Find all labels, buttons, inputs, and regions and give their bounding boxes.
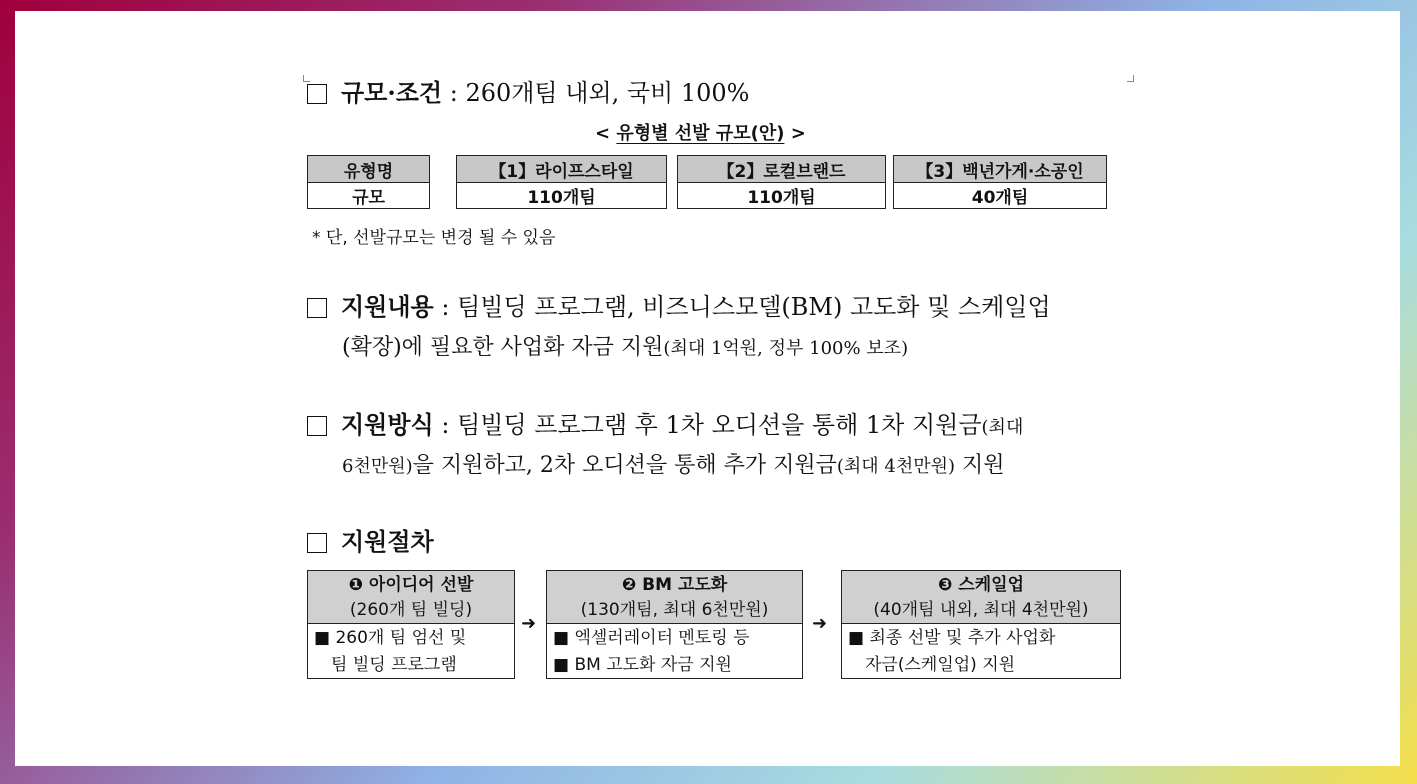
section-text: 지원 [955,453,1005,478]
section-continuation [342,336,908,361]
step-title: ❸ 스케일업 [938,575,1024,595]
document-page [15,11,1400,766]
section-heading: 지원절차 [341,527,434,556]
section-heading: 지원내용 [341,292,434,321]
section-text: : 260개팀 내외, 국비 100% [442,79,750,107]
table-size-cell: 40개팀 [893,182,1107,209]
checkbox-icon [307,533,327,553]
table-note: * 단, 선발규모는 변경 될 수 있음 [312,228,556,248]
section-text: : 팀빌딩 프로그램, 비즈니스모델(BM) 고도화 및 스케일업 [433,293,1051,321]
section-continuation [342,454,1005,479]
step-item: 팀 빌딩 프로그램 [314,655,457,675]
table-row-label: 규모 [307,182,430,209]
table-caption: < 유형별 선발 규모(안) > [595,123,806,144]
step-subtitle: (130개팀, 최대 6천만원) [580,600,769,620]
step-item: ■ BM 고도화 자금 지원 [553,655,732,675]
section-support-method [307,410,1024,440]
step-title: ❷ BM 고도화 [621,575,728,595]
section-support-content [307,292,1051,321]
arrow-right-icon: ➜ [812,613,828,634]
step-subtitle: (260개 팀 빌딩) [349,600,473,620]
checkbox-icon [307,84,327,104]
section-text-small: (최대 1억원, 정부 100% 보조) [663,338,909,359]
checkbox-icon [307,298,327,318]
step-item: 자금(스케일업) 지원 [848,655,1016,675]
section-heading: 규모·조건 [341,78,443,107]
section-text-small: (최대 4천만원) [836,456,956,477]
step-item: ■ 260개 팀 엄선 및 [314,628,467,648]
section-text: : 팀빌딩 프로그램 후 1차 오디션을 통해 1차 지원금 [433,411,982,439]
step-subtitle: (40개팀 내외, 최대 4천만원) [873,600,1089,620]
section-text-small: 6천만원) [342,456,413,477]
arrow-right-icon: ➜ [521,613,537,634]
section-text: 을 지원하고, 2차 오디션을 통해 추가 지원금 [412,453,837,478]
section-scale [307,78,750,107]
procedure-step [841,570,1121,679]
table-header-type: 유형명 [307,155,430,183]
table-type-cell: 【3】백년가게·소공인 [893,155,1107,183]
section-procedure [307,527,434,556]
procedure-step [307,570,515,679]
section-text: (확장)에 필요한 사업화 자금 지원 [342,335,664,360]
step-item: ■ 엑셀러레이터 멘토링 등 [553,628,750,648]
section-text-small: (최대 [981,417,1024,438]
table-type-cell: 【2】로컬브랜드 [677,155,886,183]
step-title: ❶ 아이디어 선발 [348,575,474,595]
table-size-cell: 110개팀 [456,182,667,209]
procedure-step [546,570,803,679]
table-size-cell: 110개팀 [677,182,886,209]
checkbox-icon [307,416,327,436]
section-heading: 지원방식 [341,410,434,439]
step-item: ■ 최종 선발 및 추가 사업화 [848,628,1056,648]
page-corner-mark [1127,75,1134,82]
table-type-cell: 【1】라이프스타일 [456,155,667,183]
